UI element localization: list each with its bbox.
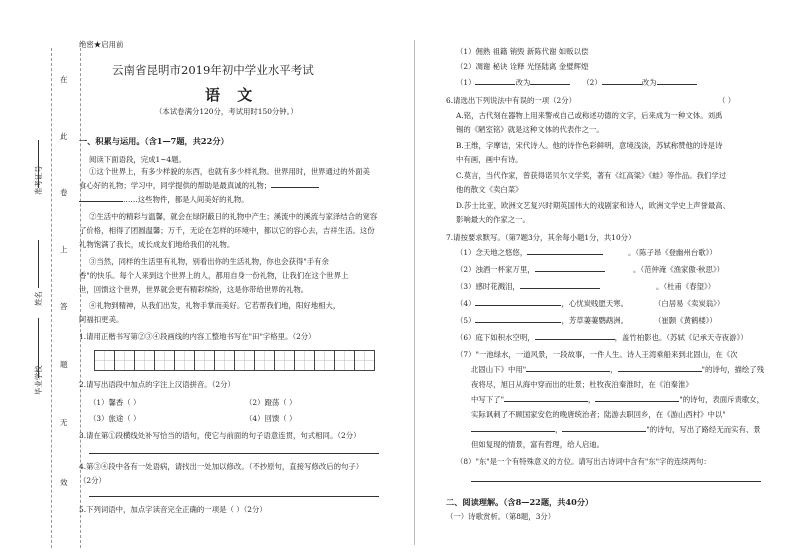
option-b: B.王维，字摩诘，宋代诗人。他的诗作色彩鲜明，意境浅淡，苏轼称赞他的诗是诗 — [456, 141, 723, 150]
fill-blank[interactable] — [535, 271, 605, 272]
passage-text: ……这些物件，都是人间美好的礼物。 — [79, 195, 249, 204]
option-row: （1）佣熟 祖籍 销毁 新陈代谢 如贩以偿 — [456, 47, 589, 56]
fill-blank[interactable] — [657, 84, 697, 85]
binding-char: 卷 — [60, 188, 68, 197]
passage-text: ①这个世界上，有多少样貌的东西，也就有多少样礼物。世界用时，世界通过的外面美 — [89, 167, 370, 176]
passage-text: ④礼物到精神，从我们出发，礼物手掌而美好。它若帮我们地，阳好地相大， — [89, 301, 341, 310]
grid-cell[interactable] — [154, 350, 175, 371]
dictation-item: （3）感时花溅泪， — [456, 282, 600, 291]
binding-line — [51, 48, 52, 548]
fill-blank[interactable] — [562, 431, 646, 432]
exam-title: 云南省昆明市2019年初中学业水平考试 — [112, 63, 314, 77]
column-divider — [414, 40, 415, 545]
side-label-school: 毕业学校 — [34, 365, 43, 395]
binding-char: 题 — [60, 360, 68, 369]
section-title: 一、积累与运用。（含1—7题，共22分） — [79, 136, 229, 146]
option-c: 他的散文《卖白菜》 — [456, 185, 523, 194]
passage-text: ③当然，同样的生活里有礼物，别看出你的生活礼物，你也会获得"手有余 — [89, 257, 329, 266]
binding-char: 答 — [60, 302, 68, 311]
dictation-source: （白居易《卖炭翁》） — [654, 299, 725, 308]
binding-char: 无 — [60, 418, 68, 427]
option-d: 影响最大的作家之一。 — [456, 215, 530, 224]
dictation-item: 北固山下》中用" ， "的诗句，描绘了残 — [471, 365, 765, 374]
question-7: 7.请按要求默写。（第7题3分，其余每小题1分，共10分） — [446, 233, 636, 242]
option-d: D.莎士比亚，欧洲文艺复兴时期英国伟大的戏剧家和诗人，欧洲文学史上声誉最高、 — [456, 201, 731, 210]
subsection-title: （一）诗歌赏析。（第8题，3分） — [446, 512, 556, 521]
grid-cell[interactable] — [134, 350, 155, 371]
grid-cell[interactable] — [314, 350, 335, 371]
question-3: 3.请在第①段横线处补写恰当的语句，使它与前面的句子语意连贯，句式相同。（2分） — [79, 431, 361, 440]
fill-blank[interactable] — [602, 84, 642, 85]
fill-blank[interactable] — [527, 254, 603, 255]
option-b: 中有画，画中有诗。 — [456, 155, 523, 164]
pinyin-item[interactable]: （1）馨香（ ） — [89, 398, 141, 407]
binding-char: 在 — [60, 75, 68, 84]
exam-number-field[interactable] — [38, 140, 39, 188]
question-6: 6.请选出下列说法中有误的一项（2分） — [446, 96, 577, 105]
dictation-item: 但如复现的情景，富有哲理，给人启迪。 — [471, 440, 605, 449]
fill-blank[interactable] — [535, 339, 615, 340]
fill-blank[interactable] — [520, 288, 600, 289]
secret-label: 绝密★启用前 — [79, 40, 124, 49]
fill-blank[interactable] — [471, 431, 555, 432]
question-4: 4.第③④段中各有一处语病，请找出一处加以修改。（不抄原句，直接写修改后的句子） — [79, 462, 364, 471]
question-5: 5.下列词语中，加点字读音完全正确的一项是（ ）（2分） — [79, 505, 267, 514]
side-label-exam-number: 准考证号 — [34, 165, 43, 195]
grid-cell[interactable] — [354, 350, 375, 371]
dictation-source: 。（杜甫《春望》） — [656, 282, 716, 291]
dictation-source: 。（陈子昂《登幽州台歌》） — [628, 248, 717, 257]
dictation-item: （5） ，芳草萋萋鹦鹉洲。 — [456, 316, 629, 325]
dictation-source: （崔颢《黄鹤楼》） — [654, 316, 717, 325]
fill-blank[interactable] — [618, 371, 702, 372]
section-title: 二、阅读理解。（含8—22题，共40分） — [446, 497, 594, 507]
pinyin-item[interactable]: （2）蹬荡（ ） — [245, 398, 297, 407]
binding-line — [80, 48, 81, 548]
option-row: （2）凋谢 秘诀 诠释 光怪陆离 金璧辉煌 — [456, 62, 589, 71]
dictation-item: （6）庭下如积水空明， ，盖竹柏影也。（苏轼《记承天寺夜游》） — [456, 333, 748, 342]
dictation-item: （8）"东"是一个有特殊意义的方位。请写出古诗词中含有"东"字的连续两句： — [456, 457, 711, 466]
option-a: 锡的《陋室铭》就是这种文体的代表作之一。 — [456, 125, 604, 134]
fill-blank[interactable] — [526, 371, 610, 372]
question-1: 1.请用正楷书写第②③④段画线的内容工整地书写在"田"字格里。（2分） — [79, 332, 316, 341]
grid-cell[interactable] — [274, 350, 295, 371]
passage-text: 世，回馈这个世界，世界就会更有精彩缤纷，这是你带给世界的礼物。 — [79, 285, 309, 294]
passage-text: 了价格，相得了团圆温馨；万千，无论在怎样的环境中，都以它的容心去，吉祥生活。这份 — [79, 226, 375, 235]
option-c: C.莫言，当代作家，曾获得诺贝尔文学奖，著有《红高粱》《蛙》等作品。我们学过 — [456, 171, 727, 180]
fill-blank[interactable] — [530, 84, 570, 85]
grid-cell[interactable] — [114, 350, 135, 371]
answer-paren[interactable]: （ ） — [718, 96, 736, 105]
passage-text: ②生活中的精彩与温馨，就会在绿阴蔽日的礼物中产生；溪流中的溪流与家泽结合的宽容 — [89, 212, 378, 221]
pinyin-item[interactable]: （4）回馈（ ） — [245, 414, 297, 423]
fill-blank[interactable] — [504, 401, 588, 402]
fill-blank[interactable] — [271, 187, 319, 188]
grid-cell[interactable] — [94, 350, 115, 371]
passage-intro: 阅读下面语段，完成1~4题。 — [89, 155, 186, 164]
dictation-item: 实际讽刺了不顾国家安危的晚唐统治者；陆游去职回乡，在《游山西村》中以" — [471, 410, 726, 419]
dictation-item: （1）念天地之悠悠， — [456, 248, 603, 257]
fill-blank[interactable] — [475, 322, 561, 323]
fill-blank[interactable] — [475, 305, 561, 306]
answer-line[interactable] — [89, 453, 379, 454]
answer-line[interactable] — [89, 496, 379, 497]
dictation-item: ， "的诗句，写出了路经无而实有、景 — [471, 425, 761, 434]
binding-char: 此 — [60, 132, 68, 141]
fill-blank[interactable] — [79, 201, 123, 202]
answer-line[interactable] — [471, 481, 761, 482]
grid-cell[interactable] — [294, 350, 315, 371]
passage-text: 香"的快乐。每个人来到这个世界上的人，都用自身一份礼物，让我们在这个世界上 — [79, 271, 349, 280]
grid-cell[interactable] — [254, 350, 275, 371]
grid-cell[interactable] — [334, 350, 355, 371]
side-label-name: 姓名 — [34, 291, 43, 306]
question-4-score: （2分） — [79, 476, 106, 485]
binding-char: 上 — [60, 245, 68, 254]
dictation-item: （2）浊酒一杯家万里， — [456, 265, 605, 274]
binding-char: 效 — [60, 478, 68, 487]
passage-text: 礼物饱满了我长，成长成友们地给我们的礼物。 — [79, 240, 235, 249]
question-2: 2.请写出语段中加点的字注上汉语拼音。（2分） — [79, 380, 235, 389]
dictation-item: （4） ，心忧炭贱愿天寒。 — [456, 299, 629, 308]
fill-blank[interactable] — [595, 401, 679, 402]
passage-text: 食心好的礼物；学习中，同学提供的帮助是最真诚的礼物； — [79, 181, 319, 190]
passage-text: 阿福扣更美。 — [79, 315, 124, 324]
dictation-source: 。（范仲淹《渔家傲·秋思》） — [633, 265, 725, 274]
grid-cell[interactable] — [194, 350, 215, 371]
subject-title: 语 文 — [205, 86, 259, 104]
grid-cell[interactable] — [174, 350, 195, 371]
grid-cell[interactable] — [234, 350, 255, 371]
correction-line: （1） 改为 （2） 改为 — [456, 78, 697, 87]
fill-blank[interactable] — [475, 84, 515, 85]
grid-cell[interactable] — [214, 350, 235, 371]
name-field[interactable] — [38, 240, 39, 288]
dictation-item: （7）"一池绿水，一道风景，一段故事，一件人生。诗人王湾乘船来到北固山，在《次 — [456, 350, 738, 359]
dictation-item: 夜将尽，旭日从海中穿而出的壮景；杜牧夜泊秦淮时，在《泊秦淮》 — [471, 380, 693, 389]
school-field[interactable] — [38, 318, 39, 378]
pinyin-item[interactable]: （3）旅途（ ） — [89, 414, 141, 423]
exam-note: （本试卷满分120分，考试用时150分钟。） — [155, 107, 298, 116]
option-a: A.铭，古代刻在器物上用来警戒自己或称述功德的文字，后来成为一种文体。刘禹 — [456, 111, 723, 120]
dictation-item: 中写下了" ， "的诗句，表面斥责歌女， — [471, 395, 765, 404]
